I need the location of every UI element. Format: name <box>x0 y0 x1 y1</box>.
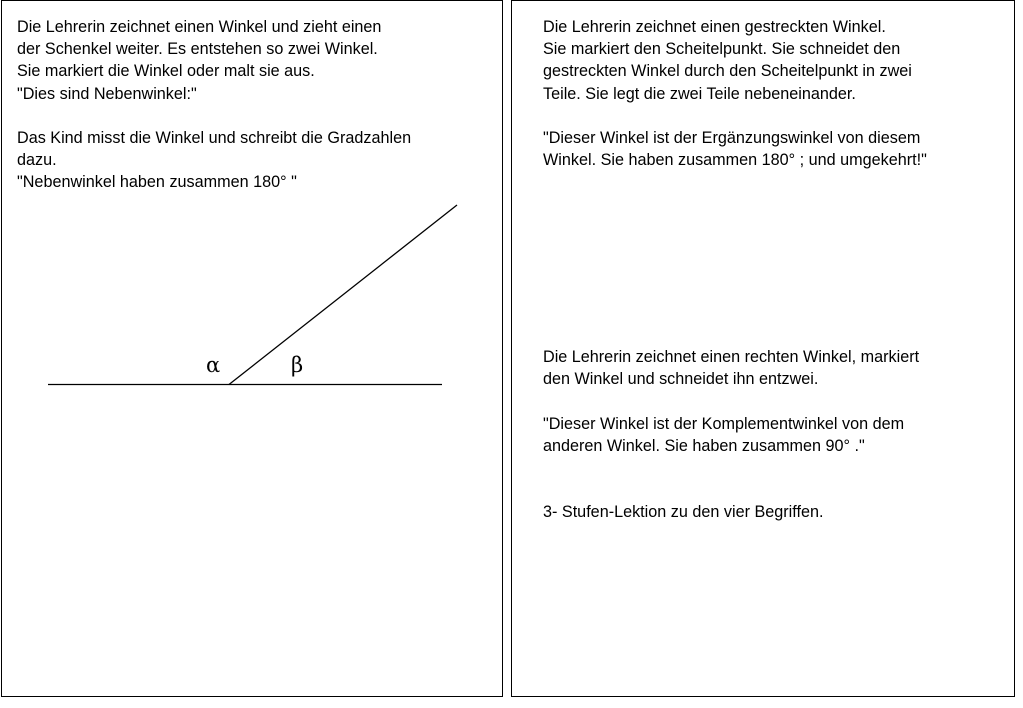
text-line: "Nebenwinkel haben zusammen 180° " <box>17 173 297 192</box>
text-line: Sie markiert den Scheitelpunkt. Sie schneidet den <box>543 40 901 59</box>
alpha-label: α <box>206 353 221 377</box>
text-line: dazu. <box>17 151 57 170</box>
text-line: gestreckten Winkel durch den Scheitelpunkt in zwei <box>543 62 912 81</box>
angle-leg <box>229 205 457 385</box>
text-line: "Dieser Winkel ist der Komplementwinkel von dem <box>543 414 905 433</box>
text-line: Die Lehrerin zeichnet einen rechten Winkel, markiert <box>543 348 920 366</box>
text-line: Die Lehrerin zeichnet einen Winkel und zieht einen <box>17 18 382 36</box>
text-line: 3- Stufen-Lektion zu den vier Begriffen. <box>543 503 824 521</box>
text-line: Winkel. Sie haben zusammen 180° ; und umgekehrt!" <box>543 151 927 170</box>
text-line: Das Kind misst die Winkel und schreibt die Gradzahlen <box>17 129 412 147</box>
text-line: "Dieser Winkel ist der Ergänzungswinkel von diesem <box>543 129 921 147</box>
adjacent-angles-diagram <box>2 1 502 696</box>
text-line: Die Lehrerin zeichnet einen gestreckten Winkel. <box>543 18 886 36</box>
complementary-angle-text <box>543 346 919 457</box>
text-line: den Winkel und schneidet ihn entzwei. <box>543 370 819 389</box>
lesson-note <box>543 501 823 523</box>
paragraph-gap <box>543 105 927 127</box>
card-supplementary-complementary <box>511 0 1015 697</box>
supplementary-angle-text <box>543 16 927 171</box>
text-line: Sie markiert die Winkel oder malt sie aus. <box>17 62 315 81</box>
paragraph-gap <box>543 390 919 412</box>
beta-label: β <box>291 353 304 377</box>
text-line: der Schenkel weiter. Es entstehen so zwei Winkel. <box>17 40 378 59</box>
card-adjacent-angles <box>1 0 503 697</box>
text-line: Teile. Sie legt die zwei Teile nebeneinander. <box>543 84 856 103</box>
text-line: "Dies sind Nebenwinkel:" <box>17 84 197 103</box>
text-line: anderen Winkel. Sie haben zusammen 90° ." <box>543 436 865 455</box>
